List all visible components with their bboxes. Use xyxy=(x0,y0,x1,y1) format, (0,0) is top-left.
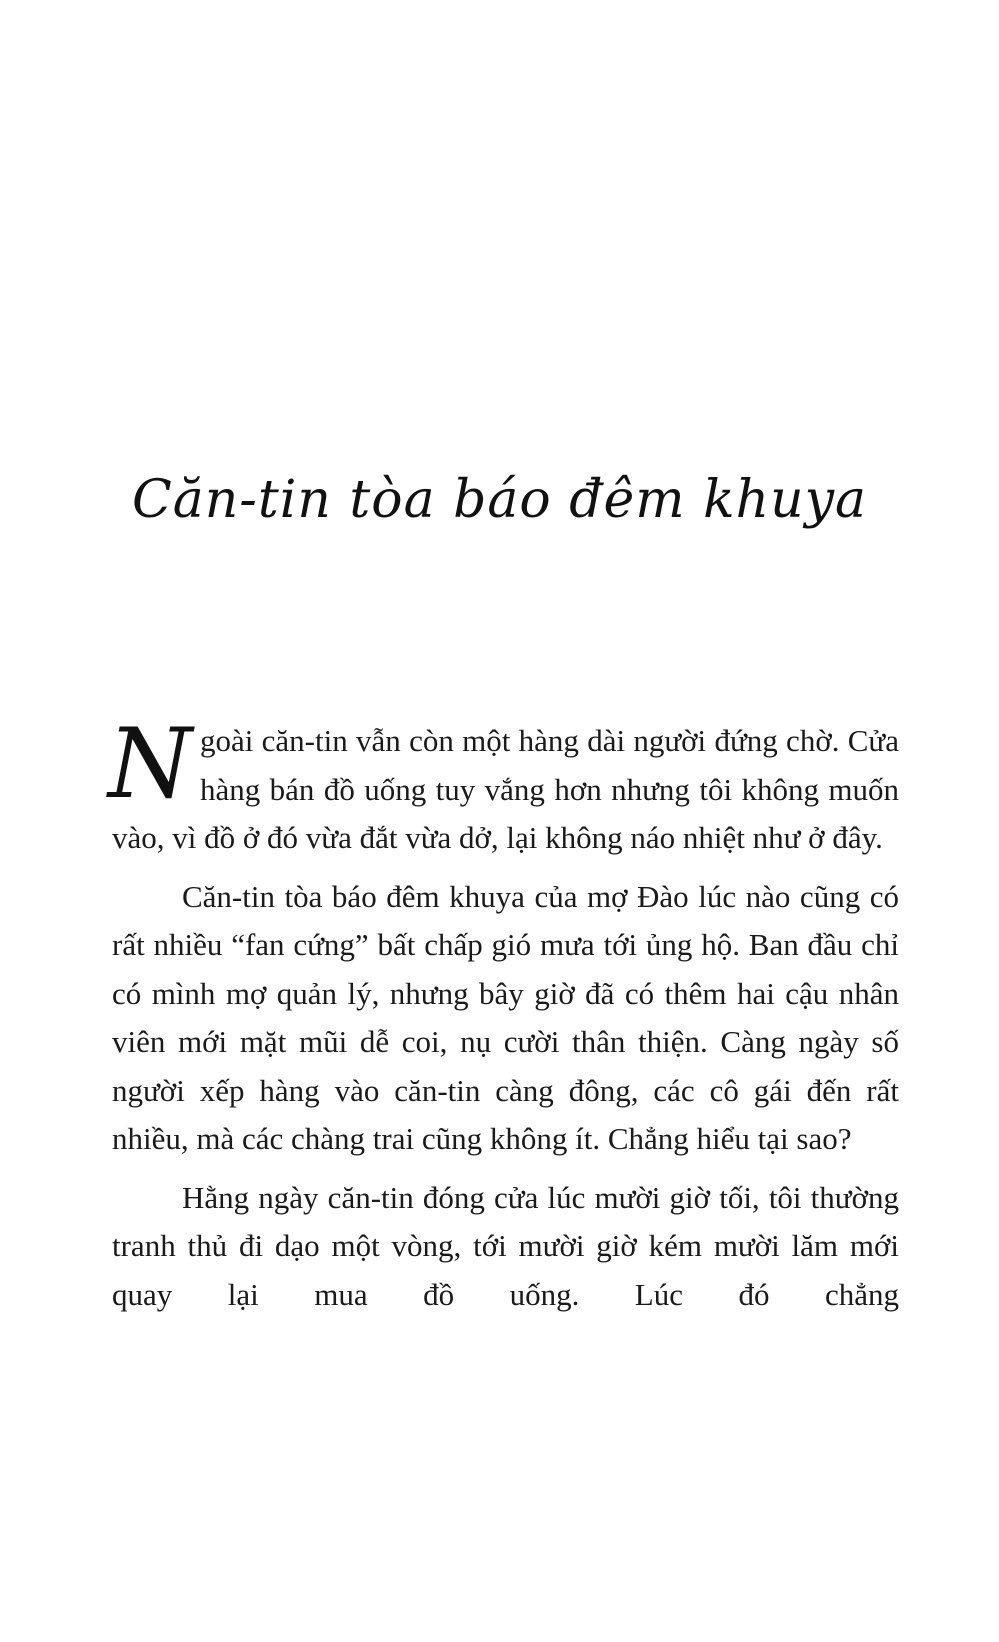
drop-cap: N xyxy=(108,708,192,820)
paragraph-1-text: goài căn-tin vẫn còn một hàng dài người đứng chờ. Cửa hàng bán đồ uống tuy vắng hơn nhưng tôi không muốn vào, vì đồ ở đó vừa đắt vừa dở, lại không náo nhiệt như ở đây. xyxy=(112,723,899,855)
chapter-body xyxy=(108,708,899,1329)
paragraph-1 xyxy=(108,708,899,863)
paragraph-3: Hằng ngày căn-tin đóng cửa lúc mười giờ tối, tôi thường tranh thủ đi dạo một vòng, tới mười giờ kém mười lăm mới quay lại mua đồ uống. Lúc đó chẳng xyxy=(112,1179,899,1312)
chapter-title: Căn-tin tòa báo đêm khuya xyxy=(131,470,868,530)
paragraph-2: Căn-tin tòa báo đêm khuya của mợ Đào lúc nào cũng có rất nhiều “fan cứng” bất chấp gió mưa tới ủng hộ. Ban đầu chỉ có mình mợ quản lý, nhưng bây giờ đã có thêm hai cậu nhân viên mới mặt mũi dễ coi, nụ cười thân thiện. Càng ngày số người xếp hàng vào căn-tin càng đông, các cô gái đến rất nhiều, mà các chàng trai cũng không ít. Chẳng hiểu tại sao? xyxy=(112,878,899,1156)
